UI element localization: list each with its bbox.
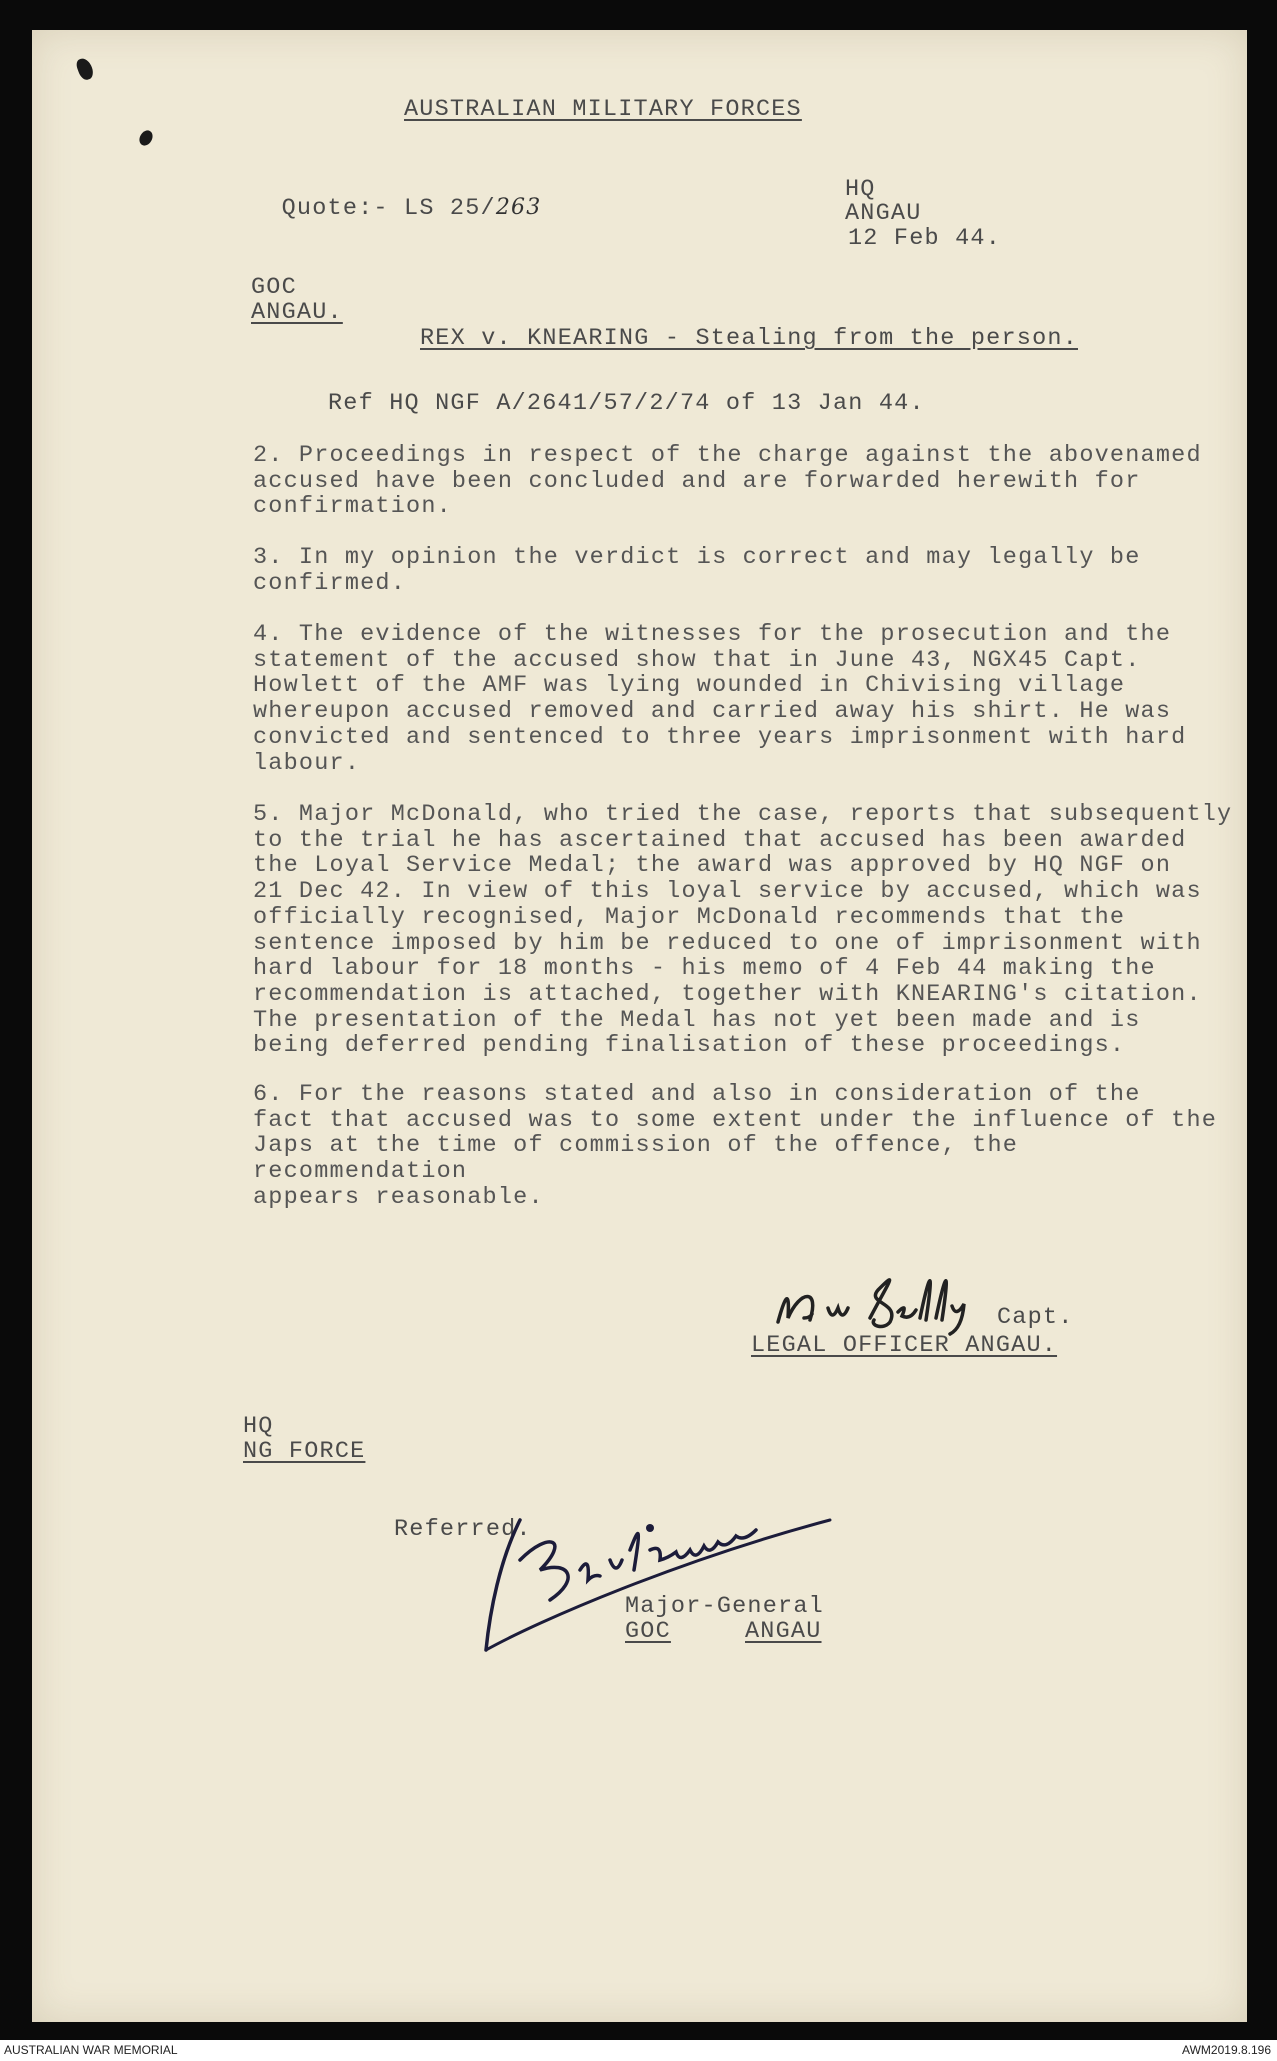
archive-footer: [0, 2040, 1277, 2061]
paragraph-4: 4. The evidence of the witnesses for the prosecution and the statement of the accused show that in June 43, NGX45 Capt. Howlett of the AMF was lying wounded in Chivising village whereupon accused removed and carried away his shirt. He was convicted and sentenced to three years imprisonment with hard labour.: [253, 621, 1187, 777]
sender-unit: ANGAU: [845, 200, 922, 227]
footer-accession-number: AWM2019.8.196: [1182, 2043, 1271, 2057]
quote-reference: [251, 173, 541, 220]
endorsement-rank: Major-General: [625, 1593, 824, 1620]
signatory-rank: Capt.: [997, 1304, 1074, 1331]
letter-date: 12 Feb 44.: [848, 225, 1002, 252]
endorsement-title-angau: ANGAU: [745, 1618, 822, 1645]
footer-institution: AUSTRALIAN WAR MEMORIAL: [4, 2043, 178, 2057]
addressee-unit: ANGAU.: [251, 299, 343, 326]
endorsement-text: Referred.: [394, 1516, 532, 1543]
paragraph-2: 2. Proceedings in respect of the charge against the abovenamed accused have been concluded and are forwarded herewith for confirmation.: [253, 442, 1202, 521]
paragraph-5: 5. Major McDonald, who tried the case, reports that subsequently to the trial he has ascertained that accused has been awarded the Loyal Service Medal; the award was approved by HQ NGF on 21 Dec 42. In view of this loyal service by accused, which was officially recognised, Major McDonald recommends that the sentence imposed by him be reduced to one of imprisonment with hard labour for 18 months - his memo of 4 Feb 44 making the recommendation is attached, together with KNEARING's citation. The presentation of the Medal has not yet been made and is being deferred pending finalisation of these proceedings.: [253, 801, 1233, 1060]
paragraph-6: 6. For the reasons stated and also in consideration of the fact that accused was to some extent under the influence of the Japs at the time of commission of the offence, the recommendation appears reasonable.: [253, 1081, 1218, 1211]
subject-line: REX v. KNEARING - Stealing from the person.: [420, 325, 1078, 352]
quote-text: Quote:- LS 25/: [281, 194, 496, 222]
endorsement-title-goc: GOC: [625, 1618, 671, 1645]
addressee-goc: GOC: [251, 274, 297, 301]
document-title: AUSTRALIAN MILITARY FORCES: [404, 96, 802, 123]
forward-hq: HQ: [243, 1413, 274, 1440]
forward-unit: NG FORCE: [243, 1438, 366, 1465]
reference-line: Ref HQ NGF A/2641/57/2/74 of 13 Jan 44.: [328, 390, 925, 417]
signature-selby: [770, 1260, 990, 1340]
sender-hq: HQ: [845, 176, 876, 203]
paragraph-3: 3. In my opinion the verdict is correct and may legally be confirmed.: [253, 544, 1141, 597]
handwritten-number: 263: [495, 194, 542, 220]
signatory-title: LEGAL OFFICER ANGAU.: [751, 1332, 1058, 1359]
